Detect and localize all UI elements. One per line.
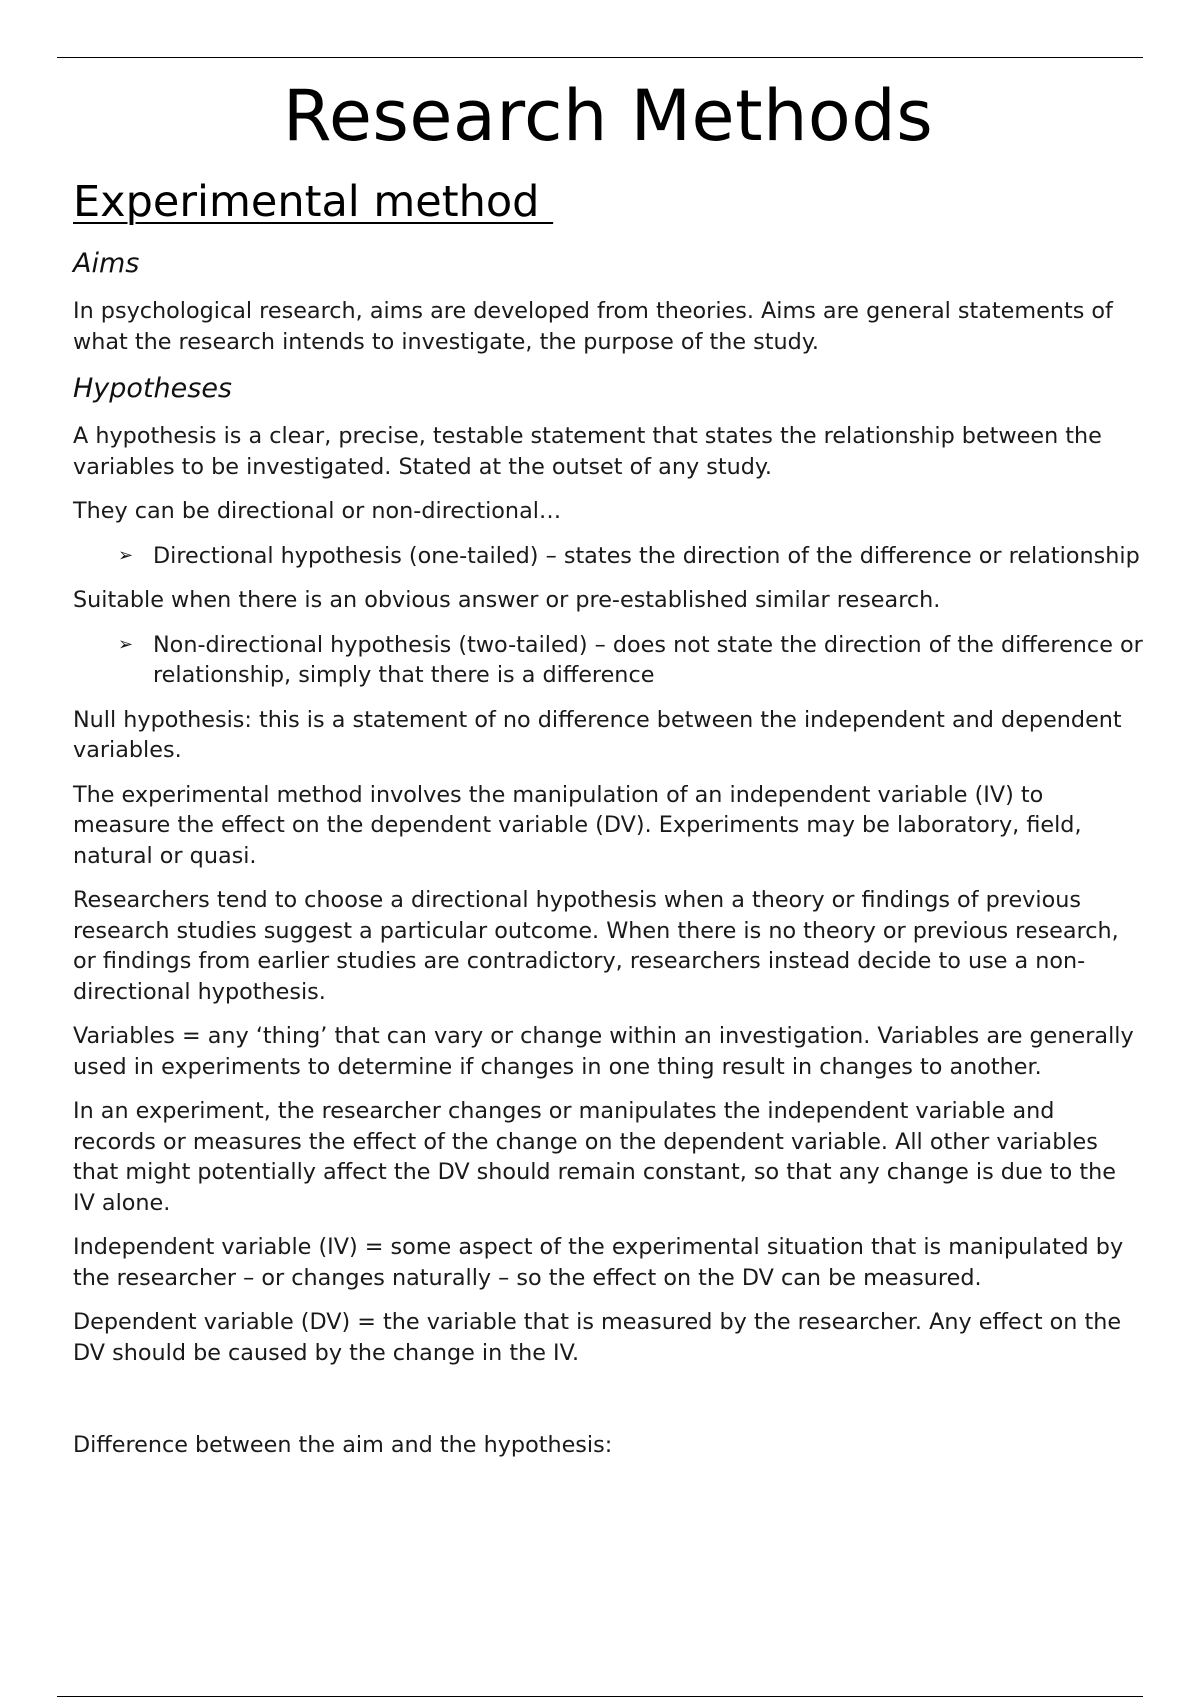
list-item	[118, 541, 1143, 572]
arrow-bullet-icon: ➢	[118, 633, 134, 655]
list-item	[118, 630, 1143, 691]
document-title: Research Methods	[282, 75, 934, 157]
difference-prompt: Difference between the aim and the hypothesis:	[73, 1432, 613, 1458]
experimental-method-paragraph: The experimental method involves the manipulation of an independent variable (IV) to measure the effect on the dependent variable (DV). Experiments may be laboratory, field, natural or quasi.	[73, 781, 1082, 869]
hypotheses-heading: Hypotheses	[73, 373, 232, 404]
non-directional-bullet-list	[73, 630, 1143, 691]
choosing-hypothesis-paragraph: Researchers tend to choose a directional hypothesis when a theory or findings of previous research studies suggest a particular outcome. When there is no theory or previous research, or findings from earlier studies are contradictory, researchers instead decide to use a non-directional hypothesis.	[73, 887, 1119, 1005]
non-directional-bullet-text: Non-directional hypothesis (two-tailed) – does not state the direction of the difference or relationship, simply that there is a difference	[153, 631, 1143, 688]
arrow-bullet-icon: ➢	[118, 544, 134, 566]
aims-heading: Aims	[73, 248, 140, 279]
directional-bullet-text: Directional hypothesis (one-tailed) – states the direction of the difference or relationship	[153, 542, 1140, 569]
independent-variable-paragraph: Independent variable (IV) = some aspect of the experimental situation that is manipulated by the researcher – or changes naturally – so the effect on the DV can be measured.	[73, 1234, 1124, 1291]
blank-line	[73, 1368, 1143, 1416]
experiment-paragraph: In an experiment, the researcher changes or manipulates the independent variable and records or measures the effect of the change on the dependent variable. All other variables that might potentially affect the DV should remain constant, so that any change is due to the IV alone.	[73, 1098, 1116, 1216]
hypothesis-types-intro: They can be directional or non-directional…	[73, 498, 562, 524]
bottom-rule	[57, 1696, 1143, 1697]
directional-bullet-list	[73, 541, 1143, 572]
section-heading	[73, 172, 1143, 232]
directional-note: Suitable when there is an obvious answer or pre-established similar research.	[73, 587, 941, 613]
null-hypothesis-paragraph: Null hypothesis: this is a statement of no difference between the independent and dependent variables.	[73, 706, 1122, 763]
document-page	[73, 66, 1143, 1461]
aims-paragraph: In psychological research, aims are developed from theories. Aims are general statements of what the research intends to investigate, the purpose of the study.	[73, 298, 1113, 355]
section-heading-text: Experimental method	[73, 177, 554, 227]
dependent-variable-paragraph: Dependent variable (DV) = the variable that is measured by the researcher. Any effect on the DV should be caused by the change in the IV.	[73, 1309, 1122, 1366]
top-rule	[57, 57, 1143, 58]
variables-paragraph: Variables = any ‘thing’ that can vary or change within an investigation. Variables are generally used in experiments to determine if changes in one thing result in changes to another.	[73, 1023, 1134, 1080]
hypothesis-definition: A hypothesis is a clear, precise, testable statement that states the relationship between the variables to be investigated. Stated at the outset of any study.	[73, 423, 1102, 480]
